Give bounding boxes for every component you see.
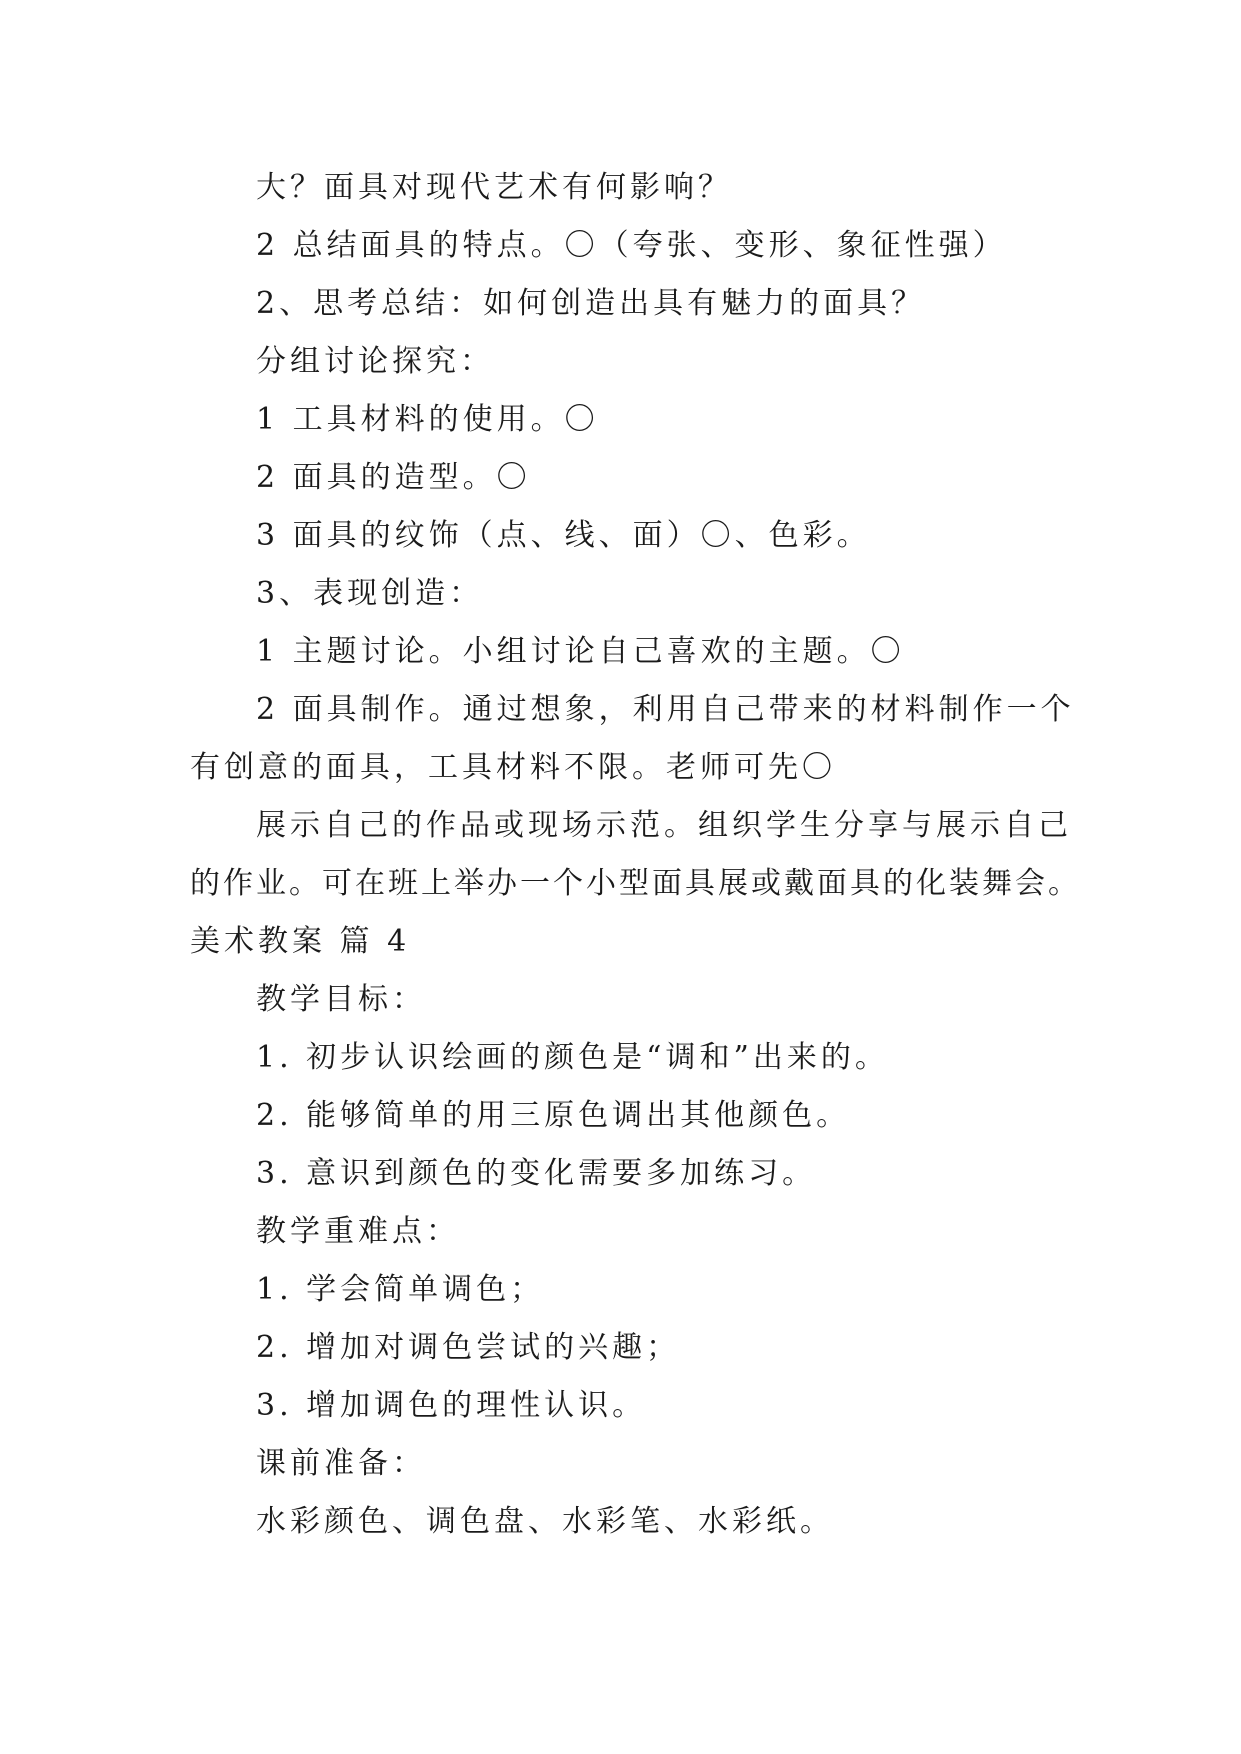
text-line: 1 主题讨论。小组讨论自己喜欢的主题。〇 bbox=[256, 634, 905, 669]
text-line: 2 总结面具的特点。〇（夸张、变形、象征性强） bbox=[256, 228, 1007, 263]
text-line: 2. 能够简单的用三原色调出其他颜色。 bbox=[256, 1098, 851, 1133]
text-line: 大？面具对现代艺术有何影响？ bbox=[256, 170, 732, 205]
text-line: 1. 学会简单调色； bbox=[256, 1272, 545, 1307]
text-line: 2 面具制作。通过想象，利用自己带来的材料制作一个 bbox=[256, 692, 1075, 727]
text-line: 3、表现创造： bbox=[256, 576, 484, 611]
text-line: 课前准备： bbox=[256, 1446, 426, 1481]
text-line: 1. 初步认识绘画的颜色是“调和”出来的。 bbox=[256, 1040, 889, 1075]
text-line: 教学重难点： bbox=[256, 1214, 460, 1249]
text-line: 1 工具材料的使用。〇 bbox=[256, 402, 599, 437]
text-line: 展示自己的作品或现场示范。组织学生分享与展示自己 bbox=[256, 808, 1072, 843]
text-line: 水彩颜色、调色盘、水彩笔、水彩纸。 bbox=[256, 1504, 834, 1539]
section-heading: 美术教案 篇 4 bbox=[190, 924, 411, 959]
text-line: 2、思考总结：如何创造出具有魅力的面具？ bbox=[256, 286, 926, 321]
text-line: 有创意的面具，工具材料不限。老师可先〇 bbox=[190, 750, 836, 785]
text-line: 的作业。可在班上举办一个小型面具展或戴面具的化装舞会。 bbox=[190, 866, 1081, 901]
text-line: 教学目标： bbox=[256, 982, 426, 1017]
text-line: 分组讨论探究： bbox=[256, 344, 494, 379]
text-line: 3 面具的纹饰（点、线、面）〇、色彩。 bbox=[256, 518, 871, 553]
text-line: 2. 增加对调色尝试的兴趣； bbox=[256, 1330, 681, 1365]
text-line: 3. 增加调色的理性认识。 bbox=[256, 1388, 647, 1423]
text-line: 3. 意识到颜色的变化需要多加练习。 bbox=[256, 1156, 817, 1191]
text-line: 2 面具的造型。〇 bbox=[256, 460, 531, 495]
